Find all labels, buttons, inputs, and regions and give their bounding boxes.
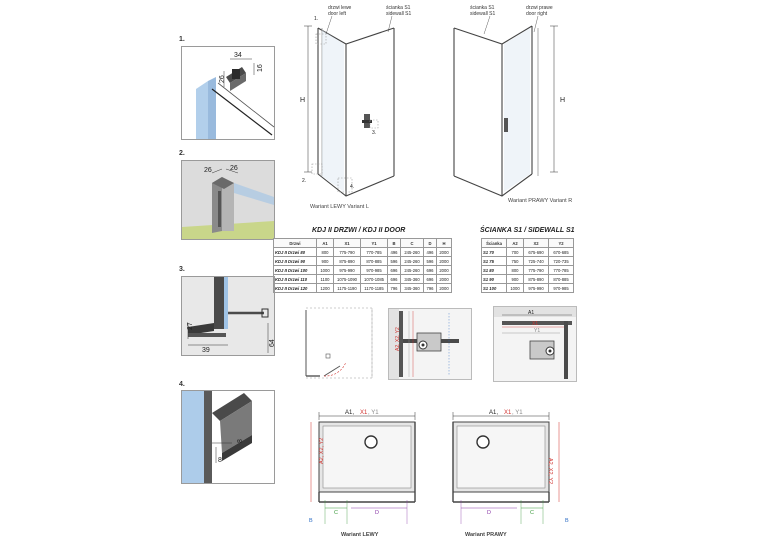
- table-row: [274, 275, 452, 284]
- step-3-label: 3.: [179, 266, 185, 273]
- table-cell: 1000: [317, 266, 334, 275]
- table-cell: 1170-1185: [361, 284, 388, 293]
- plan-detail-right: [493, 306, 577, 382]
- table-cell: 696: [388, 266, 401, 275]
- door-table-header: Drzwi: [274, 239, 317, 248]
- door-table-header: A1: [317, 239, 334, 248]
- table-cell: 970-985: [361, 266, 388, 275]
- table-row: [482, 275, 574, 284]
- table-cell: 970-985: [549, 284, 574, 293]
- plan-view-left: [303, 404, 423, 545]
- plan-detail-left-drawing: [389, 309, 471, 379]
- table-cell: 900: [507, 275, 524, 284]
- table-cell: 1075-1090: [334, 275, 361, 284]
- detail-3-dim-height: 27: [187, 322, 194, 330]
- table-row: [482, 248, 574, 257]
- wall-table-title: ŚCIANKA S1 / SIDEWALL S1: [480, 227, 575, 234]
- table-cell: 2000: [437, 248, 452, 257]
- table-cell: 875-890: [524, 275, 549, 284]
- plan-detail-left-label: A2, X2, Y2: [395, 327, 401, 351]
- table-cell: KDJ II Drzwi 80: [274, 248, 317, 257]
- detail-3-dim-depth: 64: [269, 339, 276, 347]
- table-cell: 496: [388, 248, 401, 257]
- table-cell: KDJ II Drzwi 90: [274, 257, 317, 266]
- detail-2-dim-right: 26: [230, 165, 238, 172]
- plan-left-d-label: D: [375, 510, 379, 516]
- plan-detail-right-drawing: [494, 307, 576, 381]
- plan-right-variant: Wariant PRAWY: [465, 532, 507, 538]
- detail-3-dim-width: 39: [202, 347, 210, 354]
- step-2-label: 2.: [179, 150, 185, 157]
- elevation-left-marker-2: 2.: [302, 178, 307, 184]
- door-table-header: D: [424, 239, 437, 248]
- detail-4-dim-a: 8: [237, 439, 244, 443]
- table-cell: KDJ II Drzwi 100: [274, 266, 317, 275]
- wall-table-header: X2: [524, 239, 549, 248]
- detail-1-dim-height: 26: [219, 75, 226, 83]
- plan-left-b-label: B: [309, 518, 313, 524]
- plan-right-x1: X1: [504, 410, 512, 416]
- table-row: [482, 284, 574, 293]
- detail-4-drawing: [182, 391, 274, 483]
- step-1-label: 1.: [179, 36, 185, 43]
- plan-view-left-drawing: [303, 404, 423, 534]
- table-cell: 1000: [507, 284, 524, 293]
- wall-table: [481, 238, 574, 293]
- table-cell: 770-785: [549, 266, 574, 275]
- variant-right-label: Wariant PRAWY Variant R: [508, 198, 573, 204]
- table-cell: 596: [388, 257, 401, 266]
- wall-table-header: A2: [507, 239, 524, 248]
- elevation-right-drawing: [446, 4, 586, 204]
- table-cell: 796: [424, 284, 437, 293]
- plan-left-x1: X1: [360, 410, 368, 416]
- table-row: [482, 266, 574, 275]
- table-cell: S1 90: [482, 275, 507, 284]
- table-cell: 2000: [437, 275, 452, 284]
- plan-right-y1: , Y1: [512, 410, 523, 416]
- table-cell: 2000: [437, 284, 452, 293]
- plan-left-a1: A1,: [345, 410, 355, 416]
- detail-1-box: [181, 46, 275, 140]
- elevation-left-door-label: drzwi lewe door left: [328, 5, 352, 17]
- table-cell: 700: [507, 248, 524, 257]
- detail-2-drawing: [182, 161, 274, 239]
- plan-view-right-drawing: [445, 404, 577, 534]
- table-cell: 870-885: [361, 257, 388, 266]
- plan-view-right: [445, 404, 577, 545]
- wall-table-header: Y2: [549, 239, 574, 248]
- detail-1-dim-width: 34: [234, 52, 242, 59]
- table-row: [482, 257, 574, 266]
- table-cell: 796: [388, 284, 401, 293]
- table-cell: 696: [424, 266, 437, 275]
- table-cell: 775-790: [524, 266, 549, 275]
- table-cell: 245-260: [401, 266, 424, 275]
- plan-right-side-label: A2, X2, Y2: [547, 458, 553, 485]
- detail-4-dim-b: 8: [218, 457, 222, 464]
- table-cell: 800: [317, 248, 334, 257]
- table-cell: 675-690: [524, 248, 549, 257]
- table-cell: 2000: [437, 266, 452, 275]
- plan-right-b-label: B: [565, 518, 569, 524]
- table-row: [274, 266, 452, 275]
- table-cell: 2000: [437, 257, 452, 266]
- table-row: [274, 284, 452, 293]
- table-cell: 496: [424, 248, 437, 257]
- table-cell: S1 75: [482, 257, 507, 266]
- elevation-right-wall-label: ścianka S1 sidewall S1: [470, 5, 496, 17]
- door-table-header: C: [401, 239, 424, 248]
- door-swing-sketch: [300, 306, 378, 386]
- table-cell: S1 80: [482, 266, 507, 275]
- table-cell: 245-260: [401, 257, 424, 266]
- detail-2-dim-left: 26: [204, 167, 212, 174]
- door-table: [273, 238, 452, 293]
- door-table-header: H: [437, 239, 452, 248]
- table-cell: 1175-1190: [334, 284, 361, 293]
- plan-left-variant: Wariant LEWY: [341, 532, 379, 538]
- door-table-title: KDJ II DRZWI / KDJ II DOOR: [312, 227, 406, 234]
- detail-1-dim-top: 16: [257, 64, 264, 72]
- table-cell: 875-890: [334, 257, 361, 266]
- plan-left-y1: , Y1: [368, 410, 379, 416]
- elevation-left-height: H: [300, 97, 306, 104]
- table-cell: 1200: [317, 284, 334, 293]
- detail-3-box: [181, 276, 275, 356]
- table-cell: 596: [424, 257, 437, 266]
- table-cell: KDJ II Drzwi 120: [274, 284, 317, 293]
- table-cell: 345-360: [401, 284, 424, 293]
- plan-right-a1: A1,: [489, 410, 499, 416]
- table-cell: 800: [507, 266, 524, 275]
- table-cell: 696: [424, 275, 437, 284]
- detail-3-drawing: [182, 277, 274, 355]
- plan-right-c-label: C: [530, 510, 534, 516]
- step-4-label: 4.: [179, 381, 185, 388]
- elevation-left-marker-4: 4.: [350, 184, 355, 190]
- wall-table-header: Ścianka: [482, 239, 507, 248]
- elevation-left-drawing: [294, 4, 434, 204]
- table-cell: 245-260: [401, 248, 424, 257]
- plan-right-d-label: D: [487, 510, 491, 516]
- plan-detail-right-y1: Y1: [534, 328, 541, 334]
- plan-detail-left: [388, 308, 472, 380]
- table-cell: 696: [388, 275, 401, 284]
- elevation-left-marker-1: 1.: [314, 16, 319, 22]
- table-row: [274, 248, 452, 257]
- table-row: [274, 257, 452, 266]
- door-table-header: X1: [334, 239, 361, 248]
- elevation-left-wall-label: ścianka S1 sidewall S1: [386, 5, 412, 17]
- table-cell: 750: [507, 257, 524, 266]
- table-cell: 670-685: [549, 248, 574, 257]
- table-cell: S1 70: [482, 248, 507, 257]
- table-cell: 725-740: [524, 257, 549, 266]
- table-cell: 1100: [317, 275, 334, 284]
- plan-detail-right-a1: A1: [528, 310, 535, 316]
- wall-table-header-row: [482, 239, 574, 248]
- table-cell: 345-360: [401, 275, 424, 284]
- door-table-header: Y1: [361, 239, 388, 248]
- variant-left-label: Wariant LEWY Variant L: [310, 204, 369, 210]
- table-cell: 975-990: [334, 266, 361, 275]
- door-table-header: B: [388, 239, 401, 248]
- table-cell: 775-790: [334, 248, 361, 257]
- detail-2-box: [181, 160, 275, 240]
- table-cell: 720-735: [549, 257, 574, 266]
- detail-4-box: [181, 390, 275, 484]
- table-cell: 900: [317, 257, 334, 266]
- elevation-left-marker-3: 3.: [372, 130, 377, 136]
- elevation-right-height: H: [560, 97, 566, 104]
- table-cell: 770-785: [361, 248, 388, 257]
- plan-left-c-label: C: [334, 510, 338, 516]
- table-cell: 870-885: [549, 275, 574, 284]
- table-cell: S1 100: [482, 284, 507, 293]
- table-cell: 975-990: [524, 284, 549, 293]
- door-swing-drawing: [300, 306, 378, 386]
- detail-1-drawing: [182, 47, 274, 139]
- elevation-left: [294, 4, 434, 224]
- plan-left-side-label: A2, X2, Y2: [319, 437, 325, 464]
- door-table-header-row: [274, 239, 452, 248]
- elevation-right: [446, 4, 586, 224]
- elevation-right-door-label: drzwi prawe door right: [526, 5, 553, 17]
- table-cell: 1070-1085: [361, 275, 388, 284]
- table-cell: KDJ II Drzwi 110: [274, 275, 317, 284]
- plan-detail-right-x1: X1: [532, 321, 539, 327]
